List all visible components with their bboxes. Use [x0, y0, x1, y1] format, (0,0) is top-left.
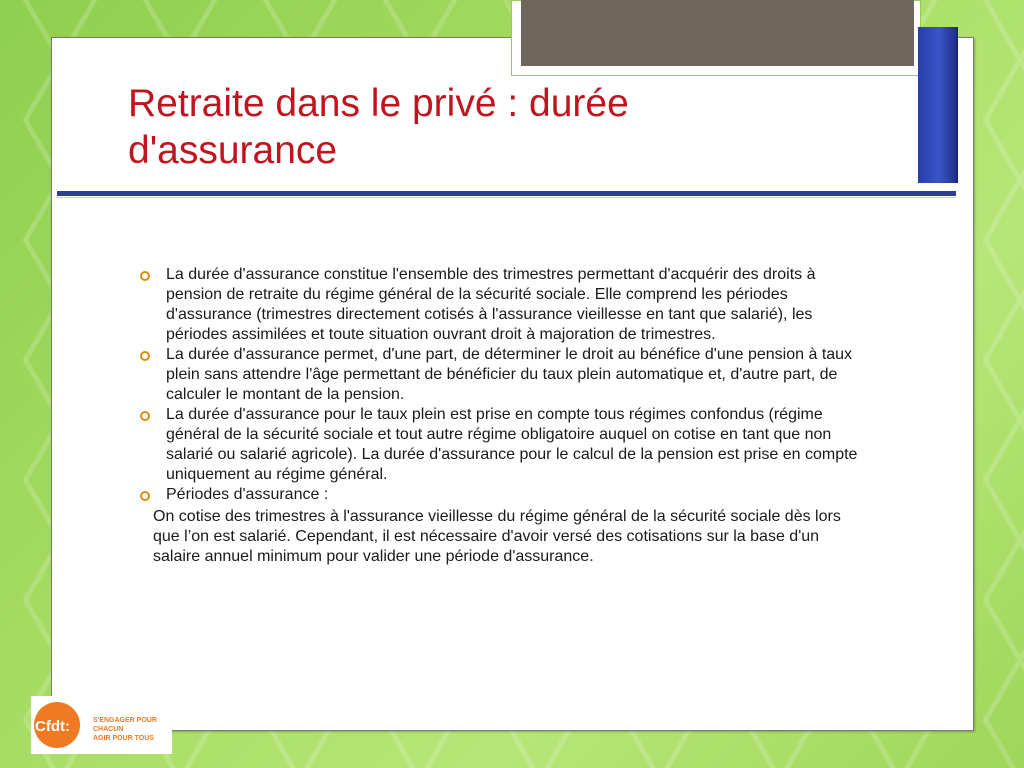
body-paragraph: On cotise des trimestres à l'assurance vieillesse du régime général de la sécurité sociale dès lors que l’on est salarié. Cependant, il est nécessaire d'avoir versé des cotisations sur la base d'un salaire annuel minimum pour valider une période d'assurance.	[153, 508, 841, 565]
bullet-item	[130, 345, 870, 405]
bullet-item	[130, 485, 870, 505]
header-photo	[521, 0, 914, 66]
logo-name: Cfdt:	[35, 718, 70, 735]
bullet-text: La durée d'assurance permet, d'une part, de déterminer le droit au bénéfice d'une pension à taux plein sans attendre l'âge permettant de bénéficier du taux plein automatique et, d'autre part, de calculer le montant de la pension.	[166, 346, 853, 403]
logo-tagline-line-1: S'ENGAGER POUR CHACUN	[93, 717, 157, 733]
bullet-item	[130, 265, 870, 345]
accent-bar	[918, 27, 958, 183]
ring-bullet-icon	[140, 491, 150, 501]
bullet-text: La durée d'assurance pour le taux plein est prise en compte tous régimes confondus (régime général de la sécurité sociale et tout autre régime obligatoire auquel on cotise en tant que non salarié ou salarié agricole). La durée d'assurance pour le calcul de la pension est prise en compte uniquement au régime général.	[166, 406, 858, 483]
logo-tagline	[93, 716, 171, 743]
ring-bullet-icon	[140, 411, 150, 421]
logo-badge	[34, 702, 80, 748]
bullet-text: Périodes d'assurance :	[166, 486, 329, 503]
cfdt-logo	[31, 696, 172, 754]
logo-tagline-line-2: AGIR POUR TOUS	[93, 735, 154, 742]
title-divider	[57, 191, 956, 196]
ring-bullet-icon	[140, 271, 150, 281]
slide-title: Retraite dans le privé : durée d'assurance	[128, 82, 629, 172]
ring-bullet-icon	[140, 351, 150, 361]
title-divider-shadow	[57, 197, 956, 198]
slide-content	[130, 265, 870, 567]
bullet-item	[130, 405, 870, 485]
bullet-text: La durée d'assurance constitue l'ensemble des trimestres permettant d'acquérir des droits à pension de retraite du régime général de la sécurité sociale. Elle comprend les périodes d'assurance (trimestres directement cotisés à l'assurance vieillesse en tant que salarié), les périodes assimilées et toute situation ouvrant droit à majoration de trimestres.	[166, 266, 816, 343]
